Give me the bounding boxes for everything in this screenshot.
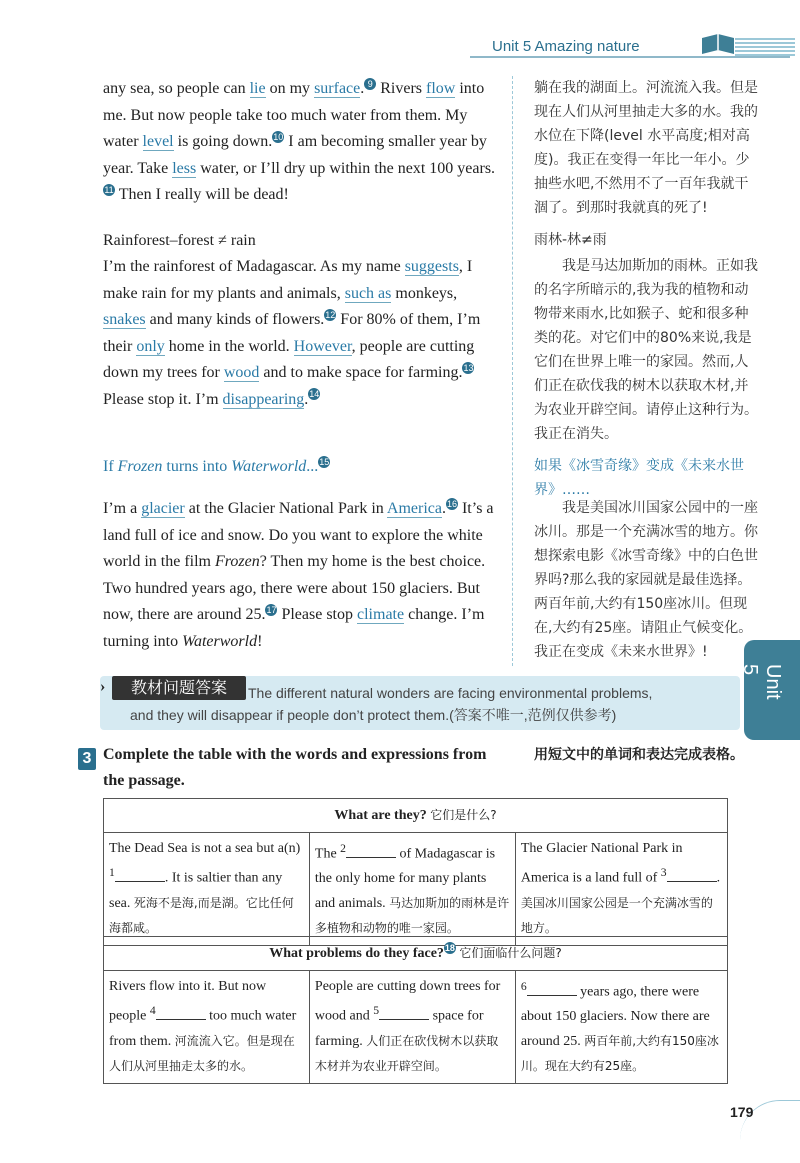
text-run: . <box>441 500 446 517</box>
keyword: lie <box>249 80 266 97</box>
text-run: and many kinds of flowers. <box>145 311 325 328</box>
note-marker: 13 <box>463 362 474 373</box>
text-run: Please stop it. I’m <box>103 390 223 408</box>
page-number: 179 <box>730 1104 754 1120</box>
note-marker: 16 <box>446 498 457 509</box>
text-run: ... <box>306 458 319 475</box>
keyword: wood <box>223 364 260 381</box>
note-marker: 14 <box>309 389 320 400</box>
blank-2[interactable] <box>346 857 396 858</box>
side-unit-tab <box>739 640 800 740</box>
blank-4[interactable] <box>156 1019 206 1020</box>
keyword: America <box>386 500 442 517</box>
text-run: Please stop <box>277 606 357 623</box>
text-run: and to make space for farming. <box>259 364 463 381</box>
keyword: disappearing <box>222 390 305 408</box>
text-run: . <box>304 390 309 408</box>
table1-cell-3: The Glacier National Park in America is a land full of $^3$ . 美国冰川国家公园是一个充满冰雪的地方。 <box>515 833 727 946</box>
note-marker: 10 <box>273 131 284 142</box>
unit-title: Unit 5 Amazing nature <box>492 38 640 55</box>
chinese-paragraph-3: 我是美国冰川国家公园中的一座冰川。那是一个充满冰雪的地方。你想探索电影《冰雪奇缘》中的白色世界吗?那么我的家园就是最佳选择。两百年前,大约有150座冰川。但现在,大约有25座。请阻止气候变化。我正在变成《未来水世界》! <box>534 500 758 660</box>
text-run: Then I really will be dead! <box>115 186 289 203</box>
chinese-paragraph-2: 我是马达加斯加的雨林。正如我的名字所暗示的,我为我的植物和动物带来雨水,比如猴子、蛇和很多种类的花。对它们中的80%来说,我是它们在世界上唯一的家园。然而,人们正在砍伐我的树木以获取木材,并为农业开辟空间。请停止这种行为。我正在消失。 <box>534 258 758 442</box>
question-text-cn: 用短文中的单词和表达完成表格。 <box>534 747 744 763</box>
text-run: I’m the rainforest of Madagascar. As my name <box>103 258 405 275</box>
keyword: such as <box>344 284 392 302</box>
header-rule <box>470 56 790 58</box>
chevron-right-icon: › <box>100 678 106 695</box>
keyword: less <box>172 159 197 177</box>
italic-text: Waterworld <box>231 458 307 475</box>
answer-text-2: and they will disappear if people don’t protect them.(答案不唯一,范例仅供参考) <box>130 707 617 723</box>
question-number: 3 <box>78 748 96 770</box>
answer-text-1: The different natural wonders are facing environmental problems, <box>248 685 653 701</box>
text-run: water, or I’ll dry up within the next 100 years. <box>196 159 496 177</box>
table2-cell-1: Rivers flow into it. But now people $^4$ too much water from them. 河流流入它。但是现在人们从河里抽走太多的水。 <box>104 971 310 1084</box>
text-run: change. I’m turning into <box>103 606 485 650</box>
text-run: It’s a land full of ice and snow. Do you want to explore the white world in the film <box>103 500 494 570</box>
text-run: , people are cutting down my trees for <box>103 337 475 381</box>
table1-cell-1: The Dead Sea is not a sea but a(n) $^1$ . It is saltier than any sea. 死海不是海,而是湖。它比任何海都咸。 <box>104 833 310 946</box>
keyword: only <box>136 337 165 355</box>
note-marker: 11 <box>104 184 114 195</box>
text-run: If <box>103 458 118 475</box>
italic-text: Frozen <box>214 553 260 570</box>
table1-cell-2: The $^2$ of Madagascar is the only home for many plants and animals. 马达加斯加的雨林是许多植物和动物的唯一家园。 <box>309 833 515 946</box>
chinese-title-1: 雨林-林≠雨 <box>534 232 607 248</box>
header-stripes <box>735 38 795 56</box>
text-run: any sea, so people can <box>103 80 250 97</box>
keyword: climate <box>357 606 405 623</box>
keyword: However <box>293 337 352 355</box>
text-run: For 80% of them, I’m their <box>103 311 481 355</box>
answer-label: 教材问题答案 <box>112 676 246 700</box>
keyword: surface <box>314 80 361 97</box>
text-run: ? Then my home is the best choice. Two hundred years ago, there were about 150 glaciers. But now, there are around 25. <box>103 553 486 623</box>
text-run: home in the world. <box>164 337 294 355</box>
keyword: flow <box>426 80 456 97</box>
text-run: Rivers <box>376 80 427 97</box>
keyword: glacier <box>141 500 185 517</box>
blank-3[interactable] <box>667 881 717 882</box>
text-run: My water <box>103 106 468 150</box>
note-marker: 17 <box>266 604 277 615</box>
question-text: Complete the table with the words and expressions from the passage. <box>103 746 487 789</box>
side-tab-label: Unit 5 <box>739 664 784 700</box>
table-problems <box>103 936 728 1084</box>
text-run: , I make rain for my plants and animals, <box>103 258 473 302</box>
text-run: I’m a <box>103 500 142 517</box>
rainforest-title: Rainforest–forest ≠ rain <box>103 232 256 249</box>
blank-6[interactable] <box>527 995 577 996</box>
text-run: into me. But now people take too much water from them. <box>103 80 485 124</box>
table-what-are-they <box>103 798 728 946</box>
keyword: suggests <box>404 258 459 275</box>
chinese-paragraph-1: 躺在我的湖面上。河流流入我。但是现在人们从河里抽走大多的水。我的水位在下降(level 水平高度;相对高度)。我正在变得一年比一年小。少抽些水吧,不然用不了一百年我就干涸了。到那时我就真的死了! <box>534 80 758 216</box>
text-run: . <box>360 80 365 97</box>
text-run: turns into <box>162 458 232 475</box>
text-run: ! <box>257 632 263 650</box>
frozen-title <box>103 454 503 481</box>
italic-text: Frozen <box>117 458 163 475</box>
keyword: snakes <box>103 311 146 328</box>
note-marker: 9 <box>364 78 376 90</box>
text-run: on my <box>265 80 315 97</box>
column-divider <box>512 76 513 666</box>
english-paragraph-1 <box>103 76 503 209</box>
note-marker: 15 <box>319 456 330 467</box>
chinese-title-2: 如果《冰雪奇缘》变成《未来水世界》…… <box>534 458 744 498</box>
english-paragraph-3 <box>103 496 503 655</box>
blank-5[interactable] <box>379 1019 429 1020</box>
text-run: monkeys, <box>391 284 458 302</box>
english-paragraph-2 <box>103 254 503 413</box>
book-icon <box>698 30 738 58</box>
italic-text: Waterworld <box>182 632 258 650</box>
table2-cell-3: $^6$ years ago, there were about 150 glaciers. Now there are around 25. 两百年前,大约有150座冰川。现在大约有25座。 <box>515 971 727 1084</box>
text-run: I am becoming smaller year by year. Take <box>103 133 487 177</box>
table1-header: What are they? 它们是什么? <box>104 799 728 833</box>
blank-1[interactable] <box>115 881 165 882</box>
note-marker: 12 <box>325 309 336 320</box>
table2-header: What problems do they face?18 它们面临什么问题? <box>104 937 728 971</box>
text-run: is going down. <box>173 133 273 150</box>
table2-cell-2: People are cutting down trees for wood and $^5$ space for farming. 人们正在砍伐树木以获取木材并为农业开辟空间。 <box>309 971 515 1084</box>
text-run: at the Glacier National Park in <box>184 500 387 517</box>
keyword: level <box>142 133 174 150</box>
